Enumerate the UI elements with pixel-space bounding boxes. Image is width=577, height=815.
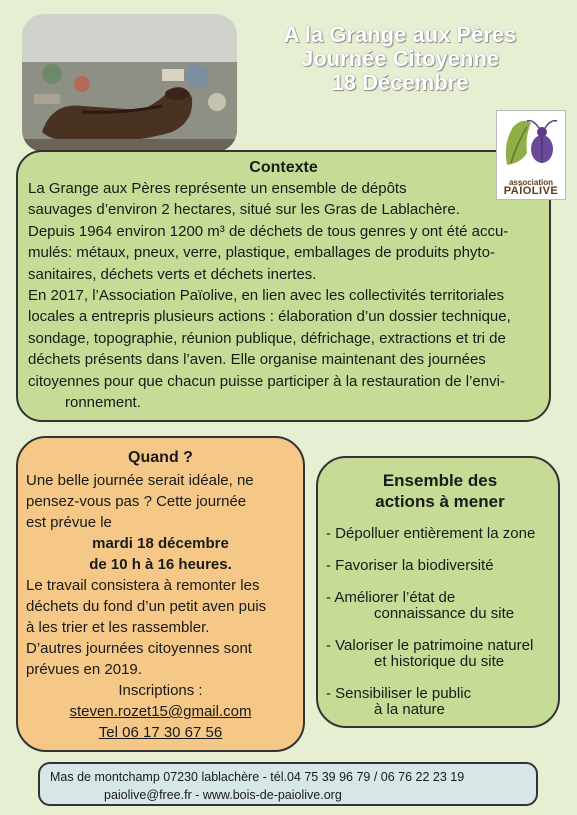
contexte-line: citoyennes pour que chacun puisse participer à la restauration de l’envi-	[28, 372, 505, 390]
contexte-line: mulés: métaux, pneux, verre, plastique, emballages de produits phyto-	[28, 244, 495, 262]
event-date: mardi 18 décembre	[92, 535, 229, 552]
action-line: - Améliorer l’état de	[326, 589, 456, 606]
logo-line-1: association	[508, 178, 553, 187]
quand-body-line: Le travail consistera à remonter les	[26, 577, 260, 594]
title-line-2: Journée Citoyenne	[300, 46, 500, 71]
action-line: - Favoriser la biodiversité	[326, 557, 494, 574]
action-line: - Valoriser le patrimoine naturel	[326, 637, 534, 654]
quand-body-line: déchets du fond d’un petit aven puis	[26, 598, 267, 615]
action-line-2: à la nature	[374, 701, 445, 718]
action-item	[326, 526, 554, 542]
action-line-2: et historique du site	[374, 653, 505, 670]
action-item	[326, 590, 554, 622]
contexte-box	[16, 150, 551, 422]
action-line: - Dépolluer entièrement la zone	[326, 525, 536, 542]
phone-link[interactable]: Tel 06 17 30 67 56	[98, 724, 223, 741]
quand-intro-line: Une belle journée serait idéale, ne	[26, 472, 254, 489]
quand-body-line: prévues en 2019.	[26, 661, 142, 678]
inscriptions-label: Inscriptions :	[118, 682, 203, 699]
action-item	[326, 638, 554, 670]
actions-title-line-1: Ensemble des	[382, 471, 498, 490]
contexte-line: sanitaires, déchets verts et déchets inertes.	[28, 265, 317, 283]
actions-title	[326, 470, 554, 512]
quand-title: Quand ?	[128, 449, 193, 466]
actions-box	[316, 456, 560, 728]
action-line-2: connaissance du site	[374, 605, 515, 622]
footer-address: Mas de montchamp 07230 lablachère - tél.04 75 39 96 79 / 06 76 22 23 19	[50, 770, 465, 784]
quand-box	[16, 436, 305, 752]
title-line-3: 18 Décembre	[331, 70, 469, 95]
actions-title-line-2: actions à mener	[375, 492, 505, 511]
footer-web: paiolive@free.fr - www.bois-de-paiolive.org	[104, 788, 342, 802]
contexte-line: sondage, topographie, réunion publique, défrichage, extractions et tri de	[28, 329, 506, 347]
quand-body-line: à les trier et les rassembler.	[26, 619, 210, 636]
contexte-line: locales a entrepris plusieurs actions : élaboration d’un dossier technique,	[28, 308, 511, 326]
logo-line-2: PAÏOLIVE	[503, 185, 559, 197]
contexte-title: Contexte	[249, 159, 318, 176]
contexte-line: déchets présents dans l’aven. Elle organise maintenant des journées	[28, 351, 486, 369]
contexte-line: sauvages d’environ 2 hectares, situé sur les Gras de Lablachère.	[28, 201, 460, 219]
quand-body-line: D’autres journées citoyennes sont	[26, 640, 252, 657]
quand-intro-line: pensez-vous pas ? Cette journée	[26, 493, 247, 510]
waste-photo	[22, 14, 237, 152]
title-line-1: A la Grange aux Pères	[283, 22, 517, 47]
contexte-line: En 2017, l’Association Païolive, en lien avec les collectivités territoriales	[28, 287, 505, 305]
quand-intro-line: est prévue le	[26, 514, 112, 531]
contexte-line: Depuis 1964 environ 1200 m³ de déchets de tous genres y ont été accu-	[28, 222, 509, 240]
event-title	[240, 24, 560, 96]
contact-footer	[38, 762, 538, 806]
action-item	[326, 686, 554, 718]
email-link[interactable]: steven.rozet15@gmail.com	[69, 703, 252, 720]
paiolive-logo	[496, 110, 566, 200]
contexte-line: ronnement.	[65, 394, 141, 412]
event-hours: de 10 h à 16 heures.	[89, 556, 232, 573]
contexte-line: La Grange aux Pères représente un ensemble de dépôts	[28, 180, 407, 197]
action-item	[326, 558, 554, 574]
action-line: - Sensibiliser le public	[326, 685, 472, 702]
